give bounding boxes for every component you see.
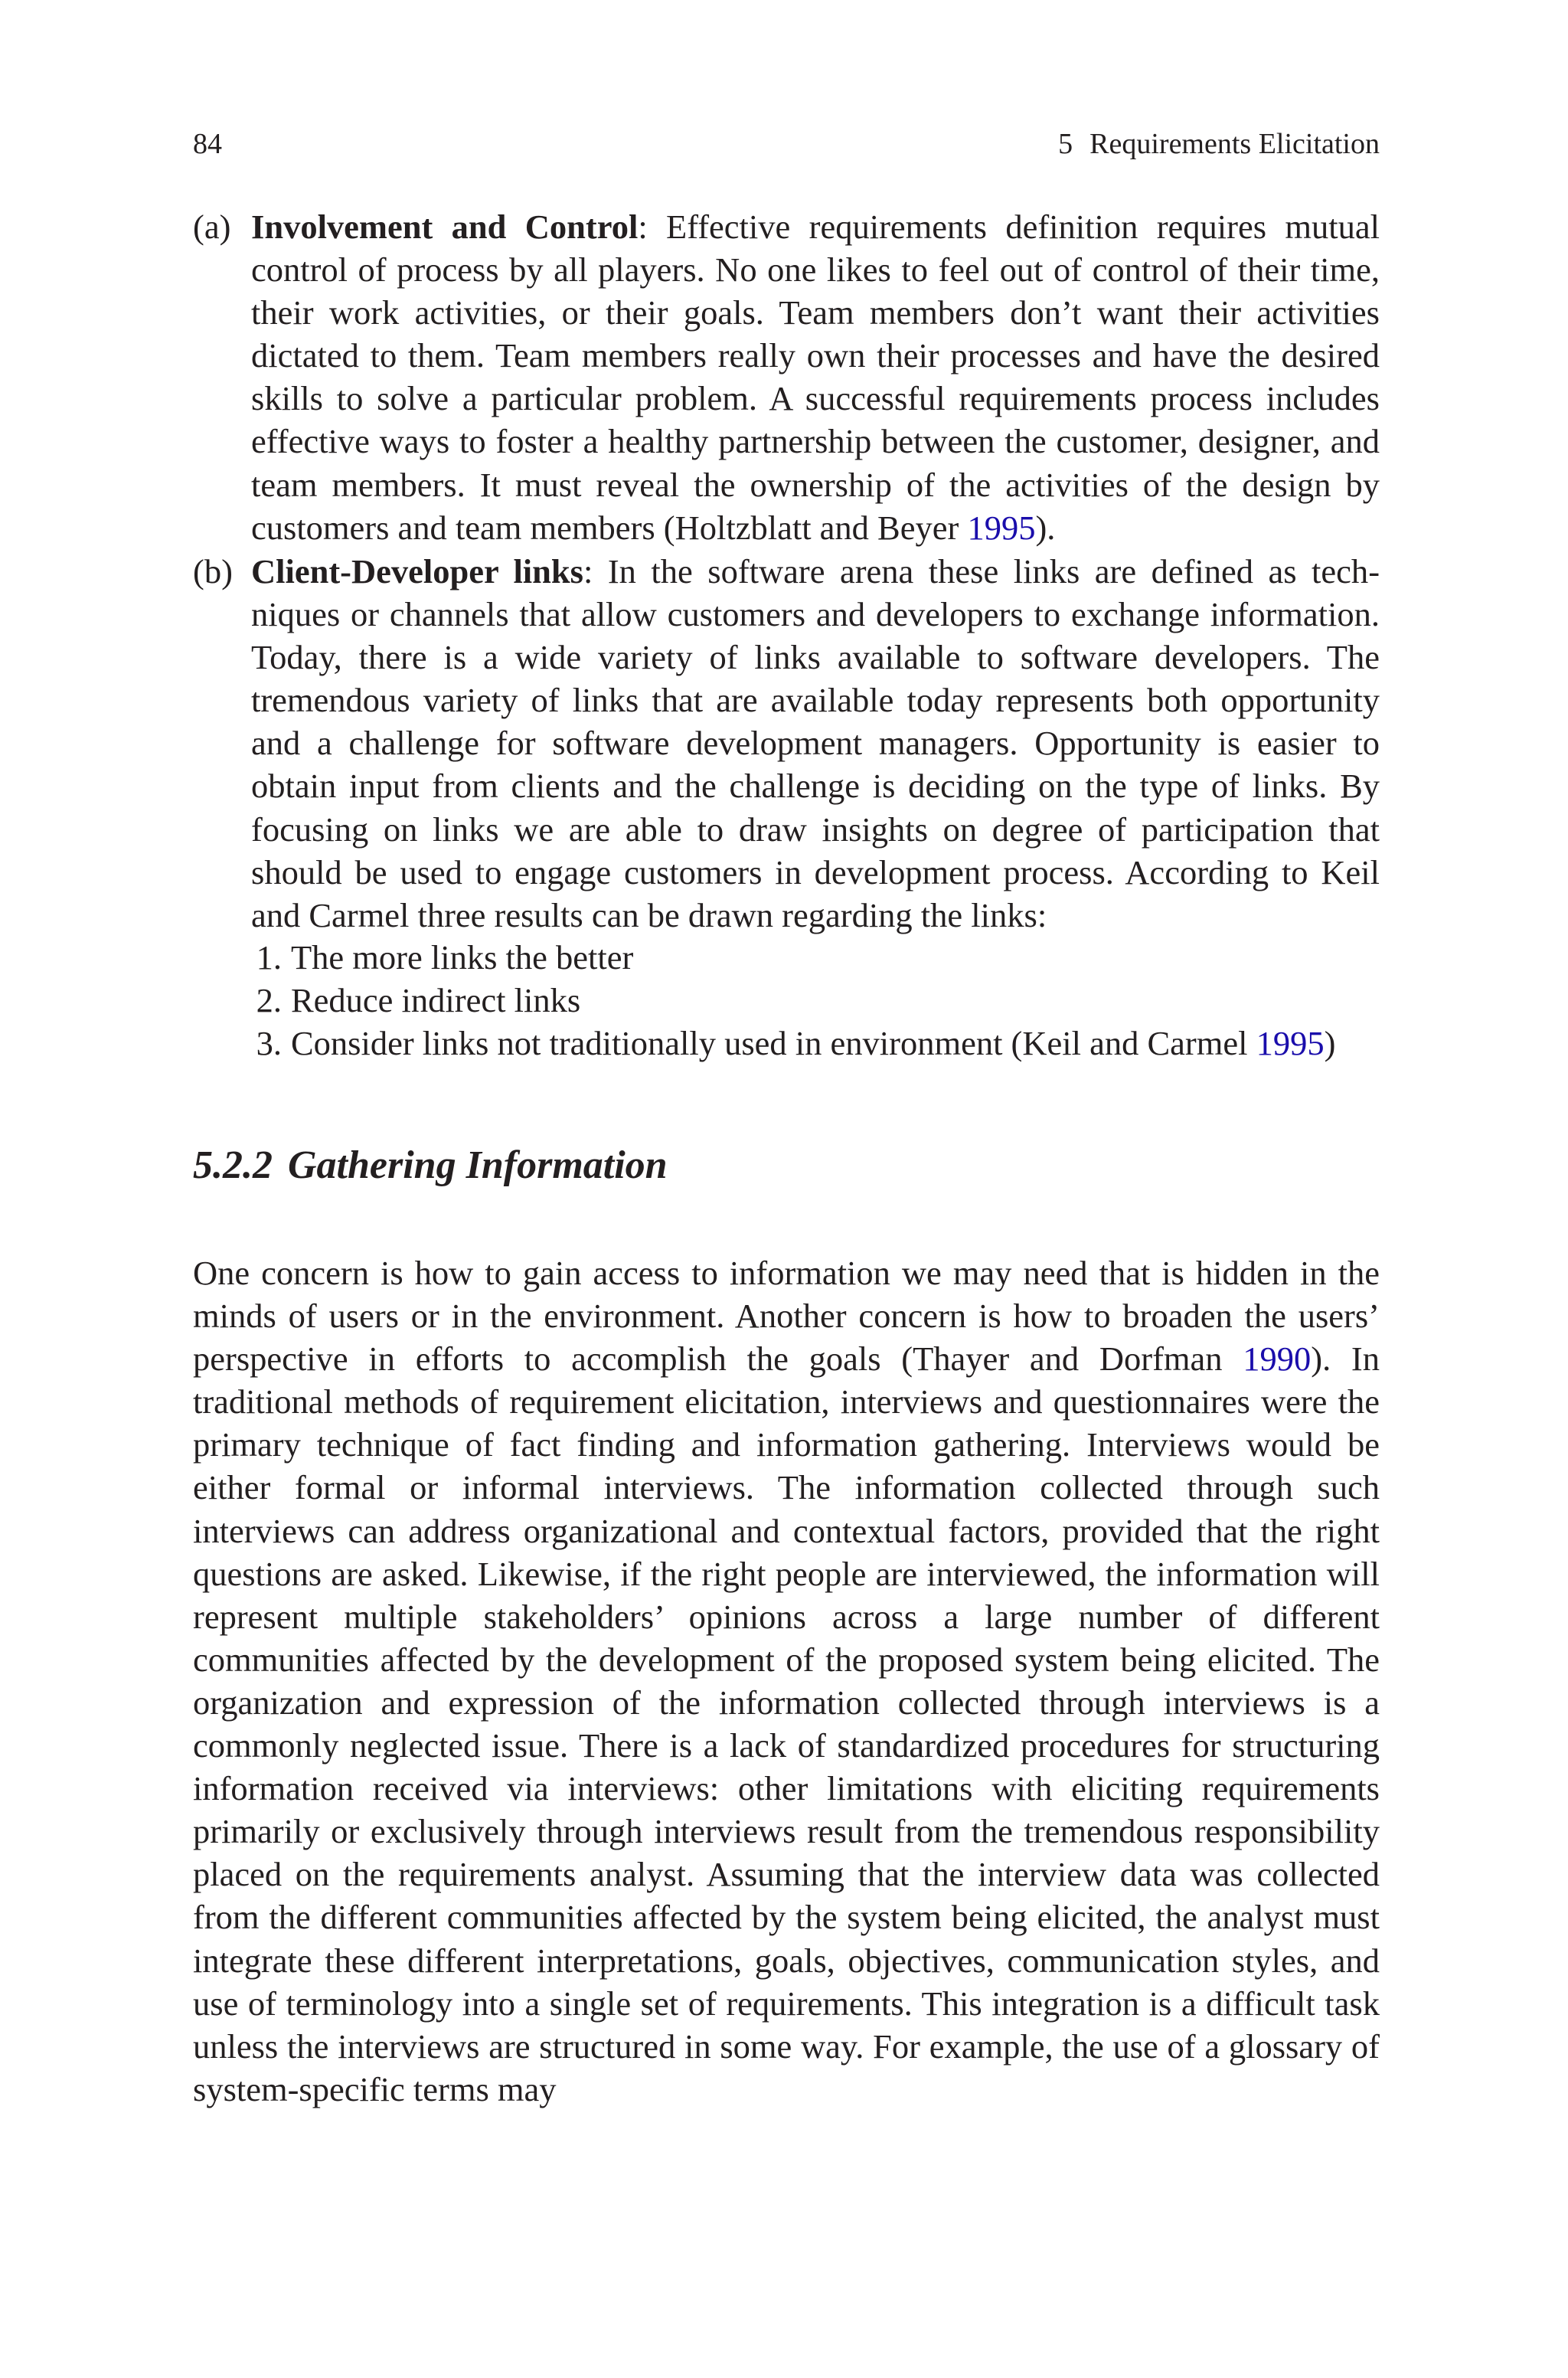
running-head <box>193 127 1380 161</box>
paragraph-text-continued: ). In traditional methods of requirement elicitation, interviews and questionnaires were the primary technique of fact finding and information gathering. Interviews would be either formal or informal interviews. The information collected through such interviews can address organizational and contextual factors, provided that the right questions are asked. Likewise, if the right people are interviewed, the information will represent multiple stakeholders’ opinions across a large number of different communities affected by the development of the proposed system being elicited. The organization and expression of the information collected through interviews is a commonly neglected issue. There is a lack of standardized procedures for structuring information received via interviews: other limitations with eliciting requirements primarily or exclusively through interviews result from the tremendous responsibility placed on the requirements analyst. Assuming that the interview data was collected from the different communities affected by the system being elicited, the analyst must integrate these different interpretations, goals, objectives, communication styles, and use of terminology into a single set of requirements. This integration is a difficult task unless the interviews are structured in some way. For example, the use of a glossary of system-specific terms may <box>193 1339 1380 2108</box>
list-text: Reduce indirect links <box>291 981 581 1020</box>
list-number: 3. <box>256 1024 282 1063</box>
list-item-client-developer-links <box>193 550 1380 937</box>
item-content <box>251 550 1380 937</box>
list-text-start: Consider links not traditionally used in environment (Keil and Carmel <box>291 1024 1256 1063</box>
page-number: 84 <box>193 128 222 160</box>
section-heading <box>193 1141 668 1190</box>
list-item-involvement-control <box>193 205 1380 549</box>
section-paragraph <box>193 1251 1380 2111</box>
citation-link[interactable]: 1990 <box>1243 1339 1312 1379</box>
numbered-list-item <box>193 936 1380 979</box>
links-numbered-list <box>193 936 1380 1065</box>
chapter-heading <box>1058 127 1380 161</box>
numbered-list-item <box>193 979 1380 1022</box>
item-text-end: ). <box>1035 508 1056 547</box>
list-text: The more links the better <box>291 938 634 976</box>
list-text <box>291 1022 1335 1065</box>
item-label: (a) <box>193 208 231 246</box>
chapter-title: Requirements Elicitation <box>1089 128 1380 160</box>
item-term: Client-Developer links <box>251 552 583 590</box>
chapter-number: 5 <box>1058 128 1073 160</box>
list-number: 2. <box>256 981 282 1020</box>
item-text: : Effective requirements definition requires mutual control of process by all players. No one likes to feel out of control of their time, their work activities, or their goals. Team members don’t want their activities dictated to them. Team members really own their processes and have the desired skills to solve a particular problem. A successful requirements process includes effective ways to foster a healthy partnership between the customer, designer, and team members. It must reveal the ownership of the activities of the design by customers and team members (Holtzblatt and Beyer <box>251 208 1380 547</box>
item-term: Involvement and Control <box>251 208 639 246</box>
citation-link[interactable]: 1995 <box>967 508 1036 547</box>
item-text: : In the software arena these links are defined as techniques or channels that allow customers and developers to exchange information. Today, there is a wide variety of links available to software developers. The tremendous variety of links that are available today represents both opportunity and a challenge for software development managers. Opportunity is easier to obtain input from clients and the challenge is deciding on the type of links. By focusing on links we are able to draw insights on degree of participation that should be used to engage customers in development process. According to Keil and Carmel three results can be drawn regarding the links: <box>251 552 1380 934</box>
numbered-list-item <box>193 1022 1380 1065</box>
list-text-end: ) <box>1324 1024 1336 1063</box>
item-label: (b) <box>193 552 233 590</box>
item-content <box>251 205 1380 549</box>
section-title: Gathering Information <box>288 1143 668 1187</box>
section-number: 5.2.2 <box>193 1143 273 1187</box>
citation-link[interactable]: 1995 <box>1256 1024 1325 1063</box>
list-number: 1. <box>256 938 282 976</box>
paragraph-text: One concern is how to gain access to information we may need that is hidden in the minds of users or in the environment. Another concern is how to broaden the users’ perspective in efforts to accomplish the goals (Thayer and Dorfman <box>193 1254 1380 1379</box>
